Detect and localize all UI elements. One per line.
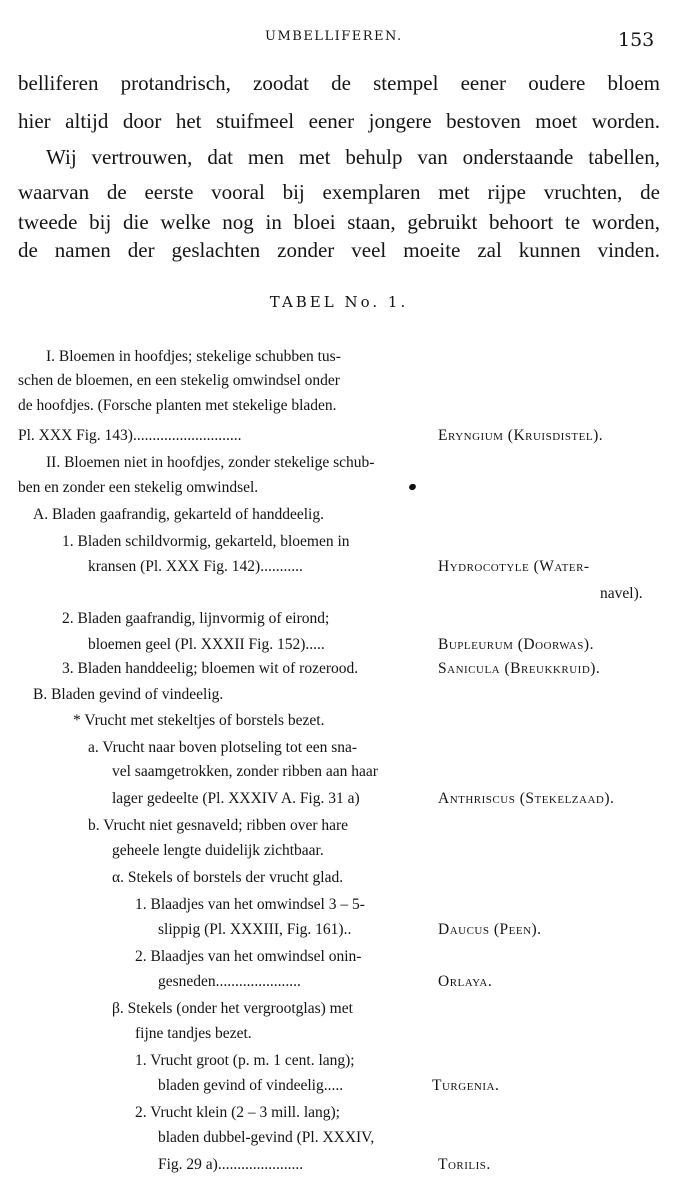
- genus-name: Torilis.: [438, 1156, 491, 1173]
- genus-name: Anthriscus (Stekelzaad).: [438, 790, 615, 807]
- prose-line-5: tweede bij die welke nog in bloei staan, gebruikt behoort te worden,: [18, 210, 660, 234]
- key-line: bloemen geel (Pl. XXXII Fig. 152).....: [88, 636, 325, 653]
- table-title: TABEL No. 1.: [269, 293, 409, 311]
- key-line: 2. Bladen gaafrandig, lijnvormig of eirond;: [62, 610, 330, 627]
- key-line: bladen gevind of vindeelig.....: [158, 1077, 344, 1094]
- key-line: vel saamgetrokken, zonder ribben aan haar: [112, 763, 378, 780]
- key-line: β. Stekels (onder het vergrootglas) met: [112, 1000, 353, 1017]
- key-line: Fig. 29 a)......................: [158, 1156, 304, 1173]
- ink-blot: [408, 483, 417, 491]
- key-line: A. Bladen gaafrandig, gekarteld of handdeelig.: [33, 506, 324, 523]
- genus-name: Sanicula (Breukkruid).: [438, 660, 601, 677]
- key-line: 1. Blaadjes van het omwindsel 3 – 5-: [135, 896, 365, 913]
- key-line: fijne tandjes bezet.: [135, 1025, 252, 1042]
- genus-name: Turgenia.: [432, 1077, 500, 1094]
- genus-name: Bupleurum (Doorwas).: [438, 636, 594, 653]
- key-line: a. Vrucht naar boven plotseling tot een sna-: [88, 739, 358, 756]
- key-line: * Vrucht met stekeltjes of borstels bezet.: [73, 712, 325, 729]
- genus-name: Eryngium (Kruisdistel).: [438, 427, 604, 444]
- key-line: ben en zonder een stekelig omwindsel.: [18, 479, 259, 496]
- key-line: α. Stekels of borstels der vrucht glad.: [112, 869, 344, 886]
- key-line: b. Vrucht niet gesnaveld; ribben over hare: [88, 817, 349, 834]
- key-line: bladen dubbel-gevind (Pl. XXXIV,: [158, 1129, 375, 1146]
- key-line: I. Bloemen in hoofdjes; stekelige schubben tus-: [46, 348, 341, 365]
- key-line: schen de bloemen, en een stekelig omwindsel onder: [18, 372, 340, 389]
- key-line: 1. Bladen schildvormig, gekarteld, bloemen in: [62, 533, 350, 550]
- key-line: kransen (Pl. XXX Fig. 142)...........: [88, 558, 303, 575]
- key-line: 2. Blaadjes van het omwindsel onin-: [135, 948, 362, 965]
- prose-line-2: hier altijd door het stuifmeel eener jongere bestoven moet worden.: [18, 109, 660, 133]
- genus-name: Hydrocotyle (Water-: [438, 558, 590, 575]
- prose-line-6: de namen der geslachten zonder veel moeite zal kunnen vinden.: [18, 238, 660, 262]
- key-line: lager gedeelte (Pl. XXXIV A. Fig. 31 a): [112, 790, 360, 807]
- key-line: Pl. XXX Fig. 143)............................: [18, 427, 242, 444]
- key-line: geheele lengte duidelijk zichtbaar.: [112, 842, 324, 859]
- prose-line-3: Wij vertrouwen, dat men met behulp van onderstaande tabellen,: [46, 145, 660, 169]
- running-header: UMBELLIFEREN.: [265, 29, 403, 44]
- key-line: 2. Vrucht klein (2 – 3 mill. lang);: [135, 1104, 340, 1121]
- key-line: gesneden......................: [158, 973, 301, 990]
- key-line: B. Bladen gevind of vindeelig.: [33, 686, 224, 703]
- key-line: II. Bloemen niet in hoofdjes, zonder stekelige schub-: [46, 454, 375, 471]
- key-line: de hoofdjes. (Forsche planten met stekelige bladen.: [18, 397, 337, 414]
- page-number: 153: [618, 29, 655, 51]
- genus-name: Daucus (Peen).: [438, 921, 542, 938]
- prose-line-4: waarvan de eerste vooral bij exemplaren met rijpe vruchten, de: [18, 180, 660, 204]
- key-line: 1. Vrucht groot (p. m. 1 cent. lang);: [135, 1052, 355, 1069]
- genus-name: Orlaya.: [438, 973, 493, 990]
- genus-name-continued: navel).: [600, 585, 643, 602]
- key-line: 3. Bladen handdeelig; bloemen wit of rozerood.: [62, 660, 359, 677]
- key-line: slippig (Pl. XXXIII, Fig. 161)..: [158, 921, 352, 938]
- prose-line-1: belliferen protandrisch, zoodat de stempel eener oudere bloem: [18, 71, 660, 95]
